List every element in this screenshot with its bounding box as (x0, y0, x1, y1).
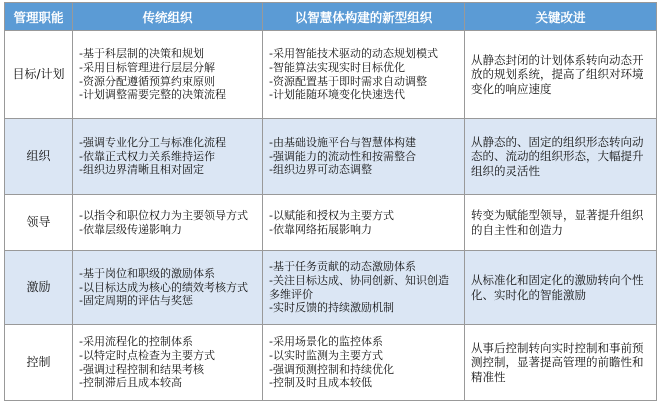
list-item: -采用流程化的控制体系 (79, 335, 193, 349)
function-cell: 领导 (5, 195, 73, 251)
improvement-cell: 从事后控制转向实时控制和事前预测控制，显著提高管理的前瞻性和精准性 (465, 325, 657, 401)
header-key-improvement: 关键改进 (465, 3, 657, 31)
list-item: -以目标达成为核心的绩效考核方式 (79, 280, 248, 294)
smart-cell (263, 119, 465, 195)
function-cell: 目标/计划 (5, 31, 73, 119)
smart-cell (263, 31, 465, 119)
function-cell: 控制 (5, 325, 73, 401)
traditional-cell (73, 251, 263, 325)
table-row (5, 31, 657, 119)
list-item: -强调专业化分工与标准化流程 (79, 136, 226, 150)
traditional-cell (73, 325, 263, 401)
list-item: -以指令和职位权力为主要领导方式 (79, 208, 248, 222)
list-item: -资源配置基于即时需求自动调整 (269, 74, 427, 88)
improvement-cell: 转变为赋能型领导，显著提升组织的自主性和创造力 (465, 195, 657, 251)
list-item: -控制及时且成本较低 (269, 376, 372, 390)
list-item: -组织边界可动态调整 (269, 163, 372, 177)
list-item: -资源分配遵循预算约束原则 (79, 74, 215, 88)
improvement-cell: 从静态封闭的计划体系转向动态开放的规划系统，提高了组织对环境变化的响应速度 (465, 31, 657, 119)
function-cell: 激励 (5, 251, 73, 325)
list-item: -依靠层级传递影响力 (79, 222, 182, 236)
table-row (5, 119, 657, 195)
list-item: -基于岗位和职级的激励体系 (79, 267, 215, 281)
header-smart-organization: 以智慧体构建的新型组织 (263, 3, 465, 31)
list-item: -依靠正式权力关系维持运作 (79, 149, 215, 163)
list-item: -依靠网络拓展影响力 (269, 222, 372, 236)
list-item: -以特定时点检查为主要方式 (79, 348, 215, 362)
list-item: -计划调整需要完整的决策流程 (79, 88, 226, 102)
list-item: -强调预测控制和持续优化 (269, 362, 394, 376)
function-cell: 组织 (5, 119, 73, 195)
list-item: -固定周期的评估与奖惩 (79, 294, 193, 308)
list-item: -强调能力的流动性和按需整合 (269, 149, 416, 163)
smart-cell (263, 195, 465, 251)
smart-cell (263, 325, 465, 401)
traditional-cell (73, 31, 263, 119)
list-item: -采用场景化的监控体系 (269, 335, 383, 349)
table-row (5, 251, 657, 325)
list-item: -智能算法实现实时目标优化 (269, 60, 405, 74)
header-function: 管理职能 (5, 3, 73, 31)
list-item: -基于科层制的决策和规划 (79, 47, 204, 61)
header-traditional: 传统组织 (73, 3, 263, 31)
table-row (5, 325, 657, 401)
list-item: -以实时监测为主要方式 (269, 348, 383, 362)
list-item: -采用智能技术驱动的动态规划模式 (269, 47, 438, 61)
list-item: -由基础设施平台与智慧体构建 (269, 136, 416, 150)
list-item: -强调过程控制和结果考核 (79, 362, 204, 376)
improvement-cell: 从静态的、固定的组织形态转向动态的、流动的组织形态，大幅提升组织的灵活性 (465, 119, 657, 195)
comparison-table (4, 2, 657, 401)
list-item: -控制滞后且成本较高 (79, 376, 182, 390)
list-item: -组织边界清晰且相对固定 (79, 163, 204, 177)
list-item: -采用目标管理进行层层分解 (79, 60, 215, 74)
list-item: -计划能随环境变化快速迭代 (269, 88, 405, 102)
header-row (5, 3, 657, 31)
traditional-cell (73, 195, 263, 251)
list-item: -基于任务贡献的动态激励体系 (269, 260, 416, 274)
table-row (5, 195, 657, 251)
traditional-cell (73, 119, 263, 195)
list-item: -以赋能和授权为主要方式 (269, 208, 394, 222)
list-item: -关注目标达成、协同创新、知识创造多维评价 (269, 273, 449, 301)
improvement-cell: 从标准化和固定化的激励转向个性化、实时化的智能激励 (465, 251, 657, 325)
list-item: -实时反馈的持续激励机制 (269, 301, 394, 315)
smart-cell (263, 251, 465, 325)
